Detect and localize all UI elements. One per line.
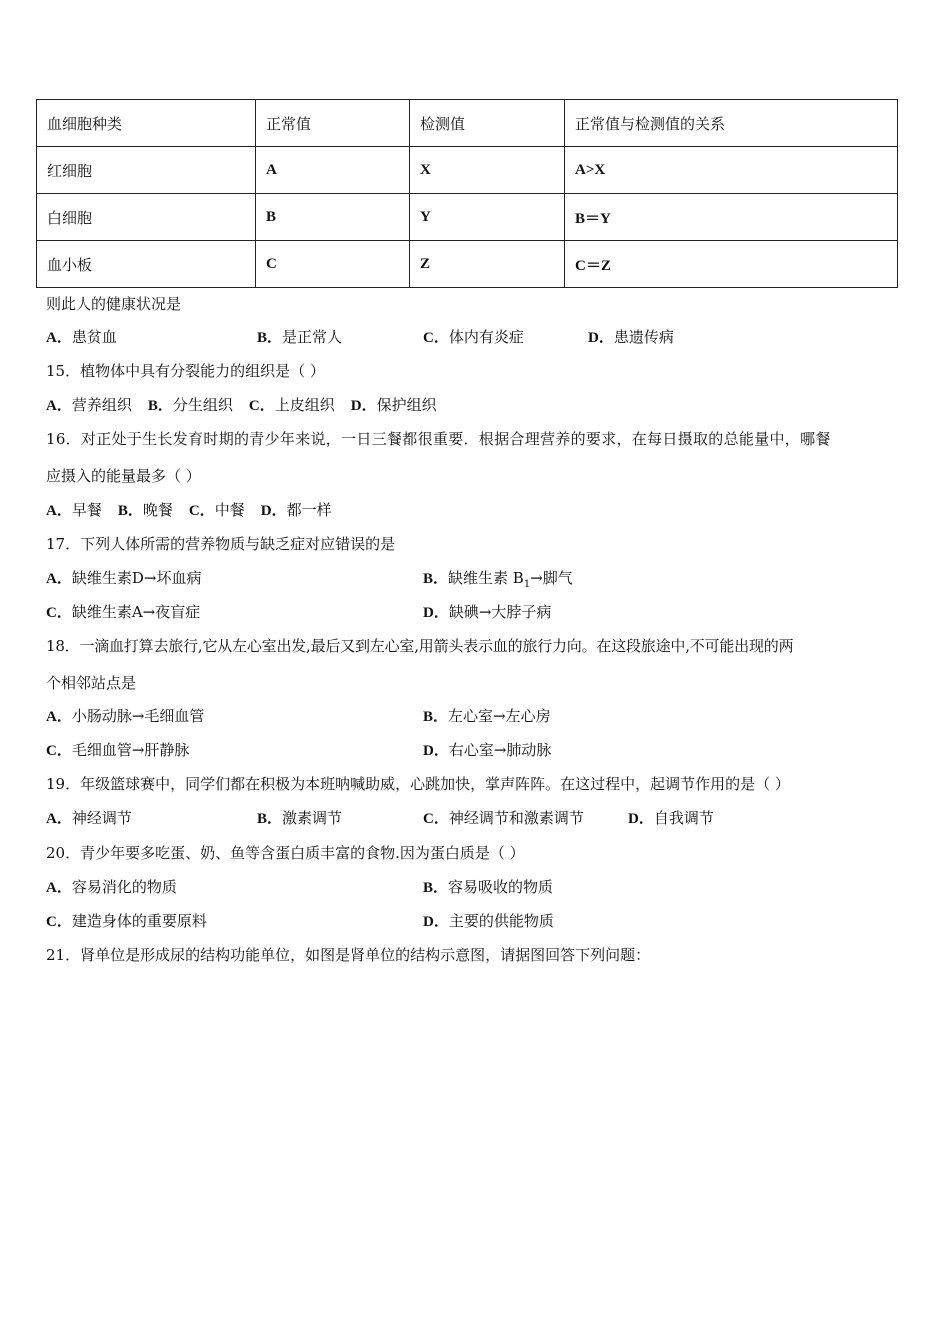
q15-stem: 15．植物体中具有分裂能力的组织是（ ） (46, 362, 325, 380)
q20-stem: 20．青少年要多吃蛋、奶、鱼等含蛋白质丰富的食物.因为蛋白质是（ ） (46, 844, 525, 862)
table-row (37, 194, 898, 241)
option-b[interactable]: B．分生组织 (147, 396, 233, 414)
q17-options-row2 (46, 602, 906, 623)
option-a[interactable]: A．患贫血 (46, 328, 117, 346)
option-b[interactable]: B．是正常人 (257, 328, 343, 346)
table-cell: Y (410, 194, 565, 241)
option-d[interactable]: D．患遗传病 (588, 328, 674, 346)
table-cell: 血小板 (37, 241, 256, 288)
table-row (37, 241, 898, 288)
option-b[interactable]: B．容易吸收的物质 (423, 878, 554, 896)
option-c[interactable]: C．建造身体的重要原料 (46, 912, 207, 930)
q18-stem-line2: 个相邻站点是 (46, 674, 137, 692)
table-cell: A (256, 147, 410, 194)
header-cell: 血细胞种类 (37, 100, 256, 147)
q18-options-row2 (46, 740, 906, 761)
option-c[interactable]: C．神经调节和激素调节 (423, 809, 584, 827)
option-d[interactable]: D．自我调节 (628, 809, 714, 827)
option-a[interactable]: A．营养组织 (46, 396, 132, 414)
q19-stem: 19．年级篮球赛中，同学们都在积极为本班呐喊助威，心跳加快，掌声阵阵。在这过程中，起调节作用的是（ ） (46, 775, 790, 793)
table-cell: C (256, 241, 410, 288)
q16-options (46, 500, 332, 521)
header-cell: 正常值与检测值的关系 (565, 100, 898, 147)
table-row (37, 147, 898, 194)
q18-options-row1 (46, 706, 906, 727)
option-c[interactable]: C．缺维生素A→夜盲症 (46, 603, 201, 621)
option-b[interactable]: B．晚餐 (117, 501, 173, 519)
option-c[interactable]: C．中餐 (188, 501, 245, 519)
q16-stem-line2: 应摄入的能量最多（ ） (46, 467, 201, 485)
header-cell: 正常值 (256, 100, 410, 147)
option-c[interactable]: C．体内有炎症 (423, 328, 524, 346)
option-c[interactable]: C．上皮组织 (248, 396, 335, 414)
table-cell: 红细胞 (37, 147, 256, 194)
table-cell: 白细胞 (37, 194, 256, 241)
option-b[interactable]: B．缺维生素 $B_1\to$脚气 (423, 569, 573, 590)
option-a[interactable]: A．小肠动脉→毛细血管 (46, 707, 205, 725)
option-d[interactable]: D．缺碘→大脖子病 (423, 603, 552, 621)
q18-stem-line1: 18．一滴血打算去旅行,它从左心室出发,最后又到左心室,用箭头表示血的旅行力向。在这段旅途中,不可能出现的两 (46, 637, 794, 655)
table-cell: Z (410, 241, 565, 288)
option-a[interactable]: A．神经调节 (46, 809, 132, 827)
table-cell: X (410, 147, 565, 194)
q17-options-row1 (46, 568, 906, 589)
table-cell: C＝Z (565, 241, 898, 288)
q16-stem-line1: 16．对正处于生长发育时期的青少年来说，一日三餐都很重要．根据合理营养的要求，在每日摄取的总能量中，哪餐 (46, 430, 831, 448)
option-b[interactable]: B．激素调节 (257, 809, 343, 827)
option-d[interactable]: D．右心室→肺动脉 (423, 741, 552, 759)
option-d[interactable]: D．保护组织 (350, 396, 437, 414)
q15-options (46, 395, 437, 416)
q17-stem: 17．下列人体所需的营养物质与缺乏症对应错误的是 (46, 535, 396, 553)
q14-options (46, 327, 906, 348)
blood-cell-table (36, 99, 898, 288)
option-c[interactable]: C．毛细血管→肝静脉 (46, 741, 190, 759)
option-a[interactable]: A．缺维生素D→坏血病 (46, 569, 202, 587)
option-d[interactable]: D．主要的供能物质 (423, 912, 554, 930)
option-d[interactable]: D．都一样 (260, 501, 332, 519)
table-header-row (37, 100, 898, 147)
table-cell: B (256, 194, 410, 241)
q20-options-row2 (46, 911, 906, 932)
q19-options (46, 808, 906, 829)
option-b[interactable]: B．左心室→左心房 (423, 707, 551, 725)
q20-options-row1 (46, 877, 906, 898)
q21-stem: 21．肾单位是形成尿的结构功能单位，如图是肾单位的结构示意图，请据图回答下列问题： (46, 946, 651, 964)
table-cell: A>X (565, 147, 898, 194)
option-a[interactable]: A．容易消化的物质 (46, 878, 177, 896)
option-a[interactable]: A．早餐 (46, 501, 102, 519)
q14-stem: 则此人的健康状况是 (46, 295, 182, 313)
header-cell: 检测值 (410, 100, 565, 147)
table-cell: B＝Y (565, 194, 898, 241)
